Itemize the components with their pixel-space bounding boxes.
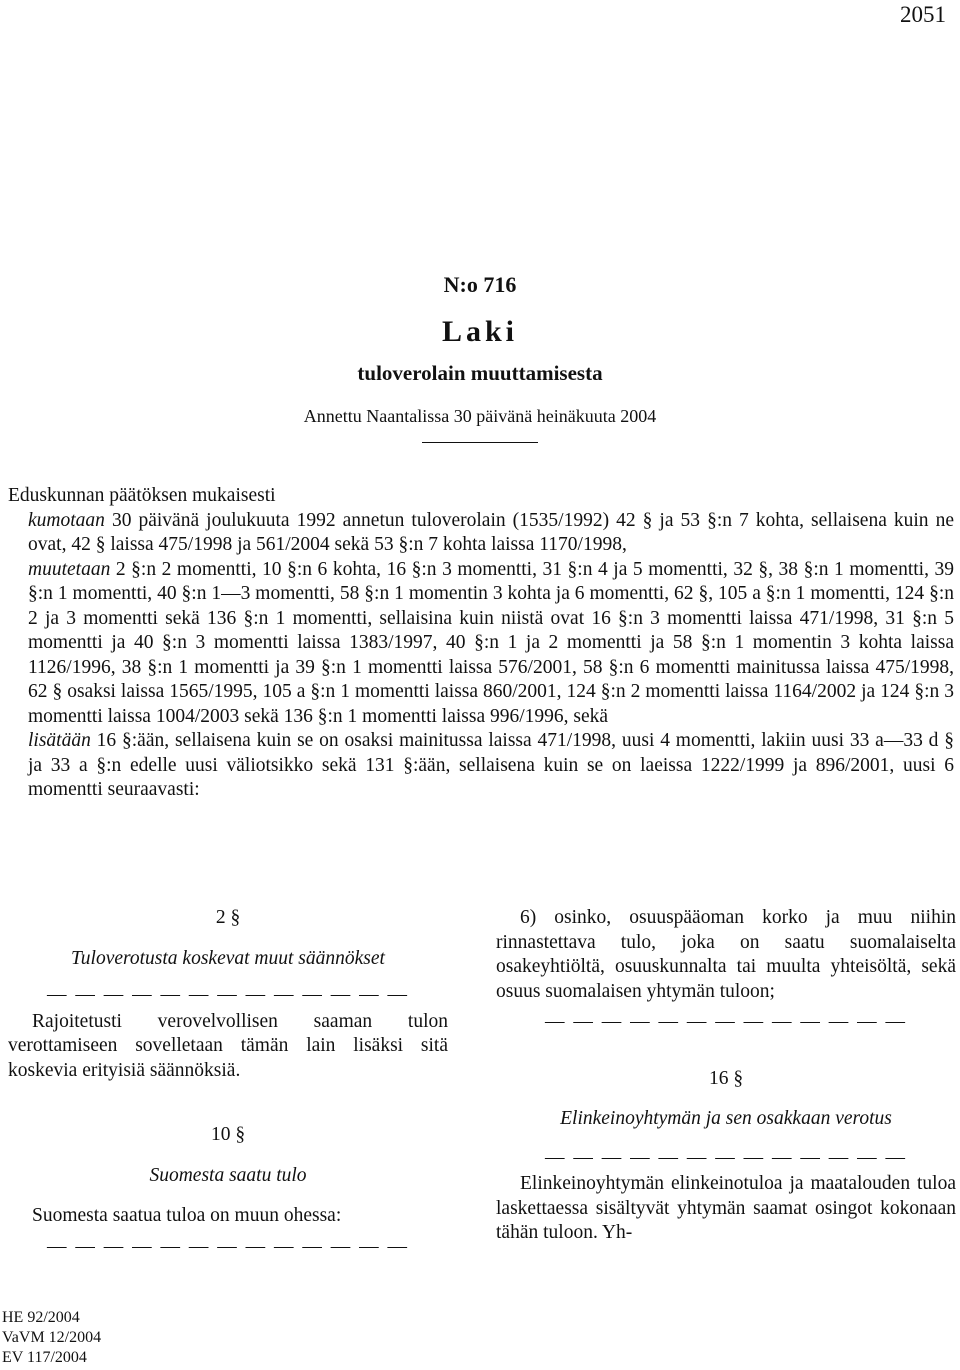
section-2-heading: 2 § bbox=[215, 907, 241, 928]
muutetaan-keyword: muutetaan bbox=[28, 558, 111, 580]
lisataan-paragraph bbox=[8, 729, 954, 803]
section-2-text: Rajoitetusti verovelvollisen saaman tulon verottamiseen sovelletaan tämän lain lisäksi sitä koskevia erityisiä säännöksiä. bbox=[8, 1010, 448, 1081]
reference-ev: EV 117/2004 bbox=[2, 1349, 87, 1366]
section-2-title: Tuloverotusta koskevat muut säännökset bbox=[71, 947, 385, 969]
section-16-title: Elinkeinoyhtymän ja sen osakkaan verotus bbox=[560, 1108, 892, 1129]
muutetaan-paragraph bbox=[8, 558, 954, 730]
omission-dashes: — — — — — — — — — — — — — bbox=[47, 984, 409, 1005]
omission-dashes-2: — — — — — — — — — — — — — bbox=[545, 1146, 907, 1168]
muutetaan-text: 2 §:n 2 momentti, 10 §:n 6 kohta, 16 §:n 3 momentti, 31 §:n 4 ja 5 momentti, 32 §, 38 §:n 1 momentti, 39 §:n 1 momentti, 40 §:n 1—3 momentti, 58 §:n 1 momentin 3 kohta ja 6 momentti, 62 §, 105 a §:n 1 momentti, 124 §:n 2 ja 3 momentti sekä 136 §:n 1 momentti, sellaisina kuin niistä ovat 16 §:n 3 momentti laissa 471/1998, 31 §:n 5 momentti ja 40 §:n 3 momentti laissa 1383/1997, 40 §:n 1 ja 2 momentti ja 58 §:n 1 momentin 3 kohta laissa 1126/1996, 38 §:n 1 momentti ja 39 §:n 1 momentti laissa 576/2001, 58 §:n 6 momentti mainitussa laissa 475/1998, 62 § osaksi laissa 1565/1995, 105 a §:n 1 momentti laissa 860/2001, 124 §:n 2 momentti laissa 1164/2002 ja 124 §:n 3 momentti laissa 1004/2003 sekä 136 §:n 1 momentti laissa 996/1996, sekä bbox=[28, 558, 954, 727]
header-divider bbox=[422, 442, 538, 443]
footer-references bbox=[2, 1308, 101, 1368]
item-6-text: 6) osinko, osuuspääoman korko ja muu niihin rinnastettava tulo, joka on saatu suomalaiselta osakeyhtiöltä, osuuskunnalta tai muulta yhteisöltä, sekä osuus suomalaisen yhtymän tuloon; bbox=[496, 907, 956, 1002]
page-number: 2051 bbox=[900, 2, 946, 27]
left-column bbox=[8, 906, 448, 1261]
section-16-text: Elinkeinoyhtymän elinkeinotuloa ja maatalouden tuloa laskettaessa sisältyvät yhtymän saamat osingot kokonaan tähän tuloon. Yh- bbox=[496, 1173, 956, 1243]
reference-vavm: VaVM 12/2004 bbox=[2, 1329, 102, 1346]
law-title: Laki bbox=[441, 315, 519, 348]
right-column bbox=[496, 906, 956, 1246]
omission-dashes: — — — — — — — — — — — — — bbox=[545, 1011, 907, 1032]
kumotaan-keyword: kumotaan bbox=[28, 509, 105, 531]
law-date-line: Annettu Naantalissa 30 päivänä heinäkuuta 2004 bbox=[303, 406, 657, 426]
kumotaan-paragraph bbox=[8, 509, 954, 558]
lisataan-keyword: lisätään bbox=[28, 730, 91, 751]
intro-line: Eduskunnan päätöksen mukaisesti bbox=[8, 485, 276, 506]
section-10-text: Suomesta saatua tuloa on muun ohessa: bbox=[32, 1205, 342, 1226]
section-16-heading: 16 § bbox=[708, 1067, 744, 1089]
section-10-title: Suomesta saatu tulo bbox=[149, 1164, 307, 1186]
law-number: N:o 716 bbox=[443, 272, 517, 297]
kumotaan-text: 30 päivänä joulukuuta 1992 annetun tuloverolain (1535/1992) 42 § ja 53 §:n 7 kohta, sellaisena kuin ne ovat, 42 § laissa 475/1998 ja 561/2004 sekä 53 §:n 7 kohta laissa 1170/1998, bbox=[28, 509, 954, 555]
reference-he: HE 92/2004 bbox=[2, 1309, 80, 1326]
section-10-heading: 10 § bbox=[210, 1124, 246, 1145]
omission-dashes-end: — — — — — — — — — — — — — bbox=[47, 1235, 409, 1257]
intro-section bbox=[8, 484, 954, 803]
lisataan-text: 16 §:ään, sellaisena kuin se on osaksi mainitussa laissa 471/1998, uusi 4 momentti, lakiin uusi 33 a—33 d § ja 33 a §:n edelle uusi väliotsikko sekä 131 §:ään, sellaisena kuin se on laeissa 1222/1999 ja 896/2001, uusi 6 momentti seuraavasti: bbox=[28, 730, 954, 800]
law-header bbox=[0, 268, 960, 443]
law-subtitle: tuloverolain muuttamisesta bbox=[357, 361, 603, 385]
